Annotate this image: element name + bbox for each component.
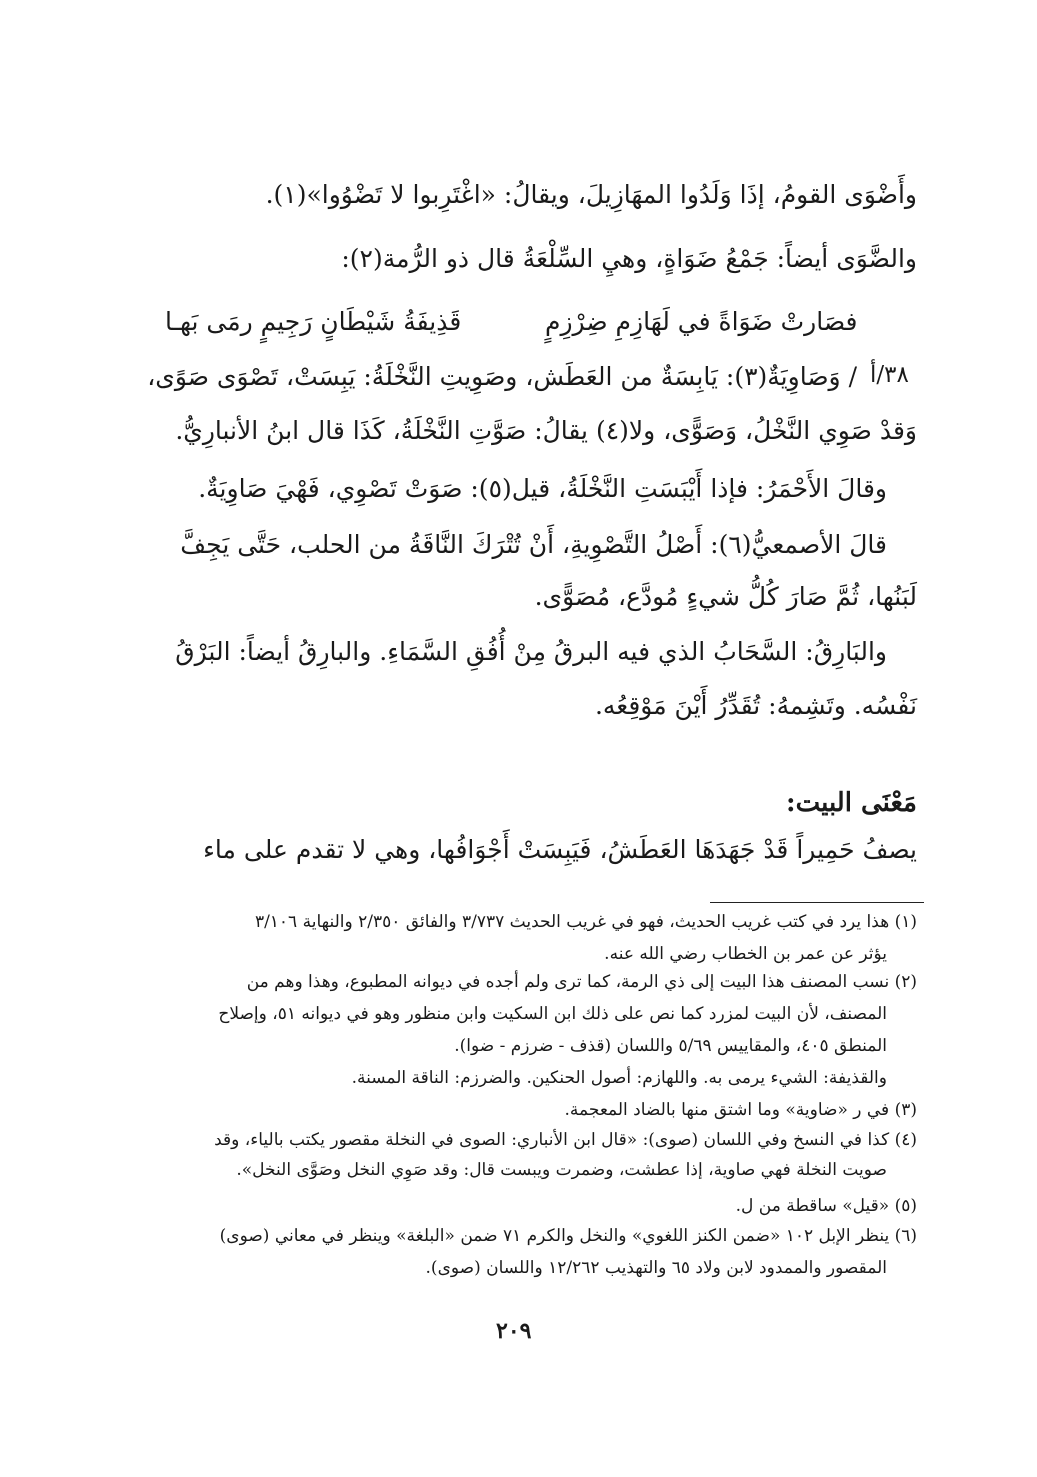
body-line-2: والضَّوَى أيضاً: جَمْعُ ضَوَاةٍ، وهيِ السِّلْعَةُ قال ذو الرُّمة(٢): [341, 244, 917, 273]
section-heading: مَعْنَى البيت: [785, 788, 917, 818]
footnote-separator [710, 902, 924, 903]
body-line-4: وَقدْ صَوِي النَّخْلُ، وَصَوًّى، ولا(٤) يقالُ: صَوَّتِ النَّخْلَةُ، كَذَا قال ابنُ الأنبارِيُّ. [175, 416, 917, 445]
footnote-1: (١) هذا يرد في كتب غريب الحديث، فهو في غريب الحديث ٣/٧٣٧ والفائق ٢/٣٥٠ والنهاية ٣/١٠٦ [254, 912, 917, 932]
meaning-line: يصفُ حَمِيراً قَدْ جَهَدَهَا العَطَشُ، فَيَبِسَتْ أَجْوَافُها، وهي لا تقدم على ماء [203, 835, 917, 864]
body-line-7: لَبَنُها، ثُمَّ صَارَ كُلُّ شيءٍ مُودَّع، مُصَوًّى. [534, 582, 917, 611]
manuscript-folio-ref: ٣٨/أ [870, 362, 909, 388]
footnote-2-cont-3: والقذيفة: الشيء يرمى به. واللهازم: أصول الحنكين. والضرزم: الناقة المسنة. [351, 1068, 887, 1088]
footnote-2-cont-1: المصنف، لأن البيت لمزرد كما نص على ذلك ابن السكيت وابن منظور وهو في ديوانه ٥١، وإصلاح [218, 1004, 887, 1024]
body-line-6: قالَ الأصمعيُّ(٦): أَصْلُ التَّصْوِيةِ، أَنْ تُتْرَكَ النَّاقَةُ من الحلب، حَتَّى يَجِفَّ [180, 530, 887, 559]
body-line-8: والبَارِقُ: السَّحَابُ الذي فيه البرقُ مِنْ أُفُقِ السَّمَاءِ. والبارِقُ أيضاً: البَرْقُ [175, 637, 887, 666]
footnote-6: (٦) ينظر الإبل ١٠٢ «ضمن الكنز اللغوي» والنخل والكرم ٧١ ضمن «البلغة» وينظر في معاني (صوى) [219, 1226, 917, 1246]
body-line-1: وأَضْوَى القومُ، إذَا وَلَدُوا المهَازِيلَ، ويقالُ: «اغْتَرِبوا لا تَضْوُوا»(١). [265, 180, 917, 209]
footnote-4-cont: صويت النخلة فهي صاوية، إذا عطشت، وضمرت ويبست قال: وقد صَوِي النخل وصَوَّى النخل». [236, 1160, 887, 1180]
body-line-5: وقالَ الأَحْمَرُ: فإذا أَيْبَسَتِ النَّخْلَةُ، قيل(٥): صَوَتْ تَصْوِي، فَهْيَ صَاوِيَةٌ. [198, 474, 887, 503]
body-line-3: / وَصَاوِيَةٌ(٣): يَابِسَةٌ من العَطَش، وصَوِيتِ النَّخْلَةُ: يَبِسَتْ، تَصْوَى صَوًى، [147, 362, 857, 391]
footnote-4: (٤) كذا في النسخ وفي اللسان (صوى): «قال ابن الأنباري: الصوى في النخلة مقصور يكتب بالياء، وقد [214, 1130, 917, 1150]
footnote-1-cont: يؤثر عن عمر بن الخطاب رضي الله عنه. [604, 944, 887, 964]
footnote-2: (٢) نسب المصنف هذا البيت إلى ذي الرمة، كما ترى ولم أجده في ديوانه المطبوع، وهذا وهم من [246, 972, 917, 992]
poem-first-hemistich: فصَارتْ ضَوَاةً في لَهَازِمِ ضِرْزِمٍ [545, 307, 858, 336]
footnote-2-cont-2: المنطق ٤٠٥، والمقاييس ٥/٦٩ واللسان (قذف - ضرزم - ضوا). [454, 1036, 887, 1056]
poem-second-hemistich: قَذِيفَةُ شَيْطَانٍ رَجِيمٍ رمَى بَهـا [165, 307, 462, 336]
footnote-5: (٥) «قيل» ساقطة من ل. [735, 1196, 917, 1216]
footnote-6-cont: المقصور والممدود لابن ولاد ٦٥ والتهذيب ١٢/٢٦٢ واللسان (صوى). [425, 1258, 887, 1278]
footnote-3: (٣) في ر «ضاوية» وما اشتق منها بالضاد المعجمة. [564, 1100, 917, 1120]
page-number: ٢٠٩ [496, 1318, 532, 1344]
body-line-9: نَفْسُه. وتَشِمهُ: تُقَدِّرُ أَيْنَ مَوْقِعُه. [594, 691, 917, 720]
